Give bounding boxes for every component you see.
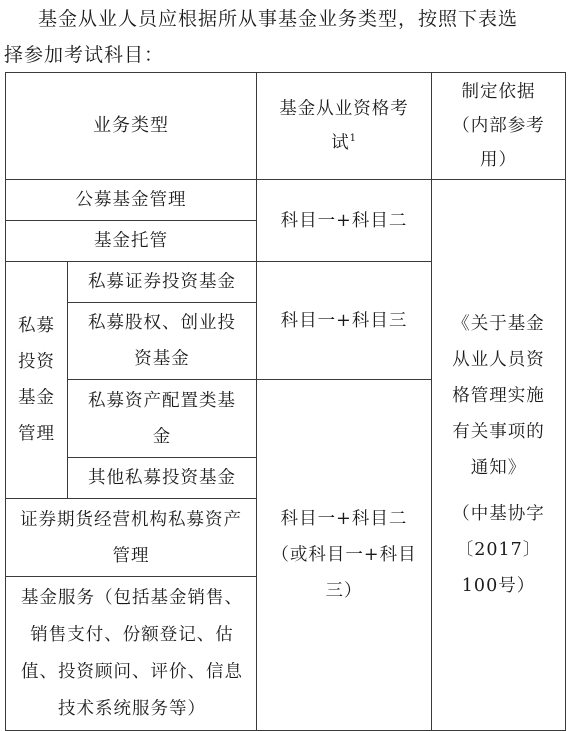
row-private-securities: 私募证券投资基金 [68, 262, 257, 303]
row-securities-futures: 证券期货经营机构私募资产管理 [6, 499, 257, 577]
header-exam-line1: 基金从业资格考 [279, 99, 409, 119]
intro-line-2: 择参加考试科目： [4, 44, 165, 66]
basis-cell [432, 180, 566, 731]
row-private-other: 其他私募投资基金 [68, 458, 257, 499]
row-private-equity: 私募股权、创业投资基金 [68, 303, 257, 380]
exam-c-line2: （或科目一+科目三） [271, 545, 417, 601]
header-business-type: 业务类型 [6, 73, 257, 180]
table-row [6, 180, 566, 221]
intro-line-1: 基金从业人员应根据所从事基金业务类型，按照下表选 [38, 8, 519, 30]
exam-a: 科目一+科目二 [257, 180, 432, 262]
exam-c [257, 380, 432, 731]
row-fund-services: 基金服务（包括基金销售、销售支付、份额登记、估值、投资顾问、评价、信息技术系统服务等） [6, 577, 257, 731]
basis-doc-number: （中基协字〔2017〕100号） [452, 504, 545, 596]
row-public-fund: 公募基金管理 [6, 180, 257, 221]
header-exam [257, 73, 432, 180]
basis-doc-title: 《关于基金从业人员资格管理实施有关事项的通知》 [452, 314, 545, 478]
row-custody: 基金托管 [6, 221, 257, 262]
header-exam-line2: 试 [331, 133, 350, 153]
row-private-asset: 私募资产配置类基金 [68, 380, 257, 458]
table-header-row [6, 73, 566, 180]
exam-c-line1: 科目一+科目二 [280, 509, 408, 529]
exam-subject-table [5, 72, 566, 731]
exam-b: 科目一+科目三 [257, 262, 432, 380]
row-private-group: 私募投资基金管理 [6, 262, 68, 499]
header-exam-footnote: 1 [349, 133, 357, 145]
header-basis: 制定依据（内部参考用） [432, 73, 566, 180]
